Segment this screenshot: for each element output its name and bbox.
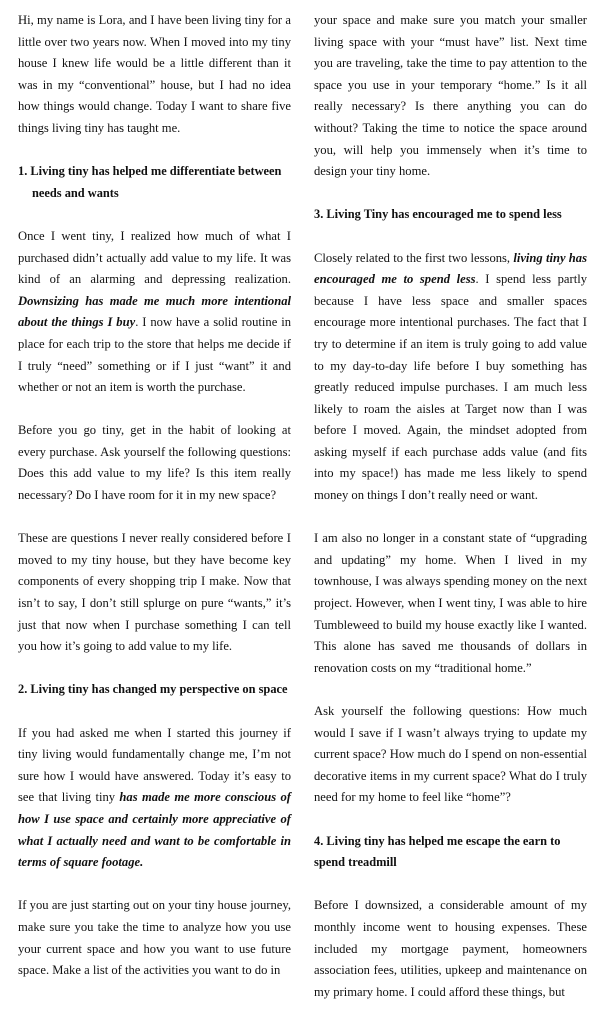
paragraph-text: If you had asked me when I started this journey if tiny living would fundamentally change me, I’m not sure how I would have answered. Today it’s easy to see that living tiny: [18, 725, 291, 805]
intro-paragraph: Hi, my name is Lora, and I have been living tiny for a little over two years now. When I moved into my tiny house I knew life would be a little different than it was in my “conventional” house, but I had no idea how things would change. Today I want to share five things living tiny has taught me.: [18, 13, 291, 135]
analyze-space-paragraph: If you are just starting out on your tiny house journey, make sure you take the time to analyze how you use your current space and how you want to use future space. Make a list of the activities you want to do in: [18, 898, 291, 978]
section-heading-2: 2. Living tiny has changed my perspective on space: [18, 682, 288, 697]
emphasis-text: living tiny has encouraged me to spend less: [314, 250, 587, 287]
space-perspective-paragraph: [18, 723, 291, 874]
section-heading-4: 4. Living tiny has helped me escape the earn to spend treadmill: [314, 833, 561, 870]
paragraph-text: . I spend less partly because I have less space and smaller spaces encourage more intentional purchases. The fact that I try to determine if an item is truly going to add value to my day-to-day life before I buy something has greatly reduced impulse purchases. I am much less likely to roam the aisles at Target now than I was before I moved. Again, the mindset adopted from asking myself if each purchase adds value (and fits into my space!) has made me less likely to spend money on things I don’t really need or want.: [314, 272, 587, 503]
paragraph-text: Once I went tiny, I realized how much of what I purchased didn’t actually add value to my life. It was kind of an alarming and depressing realization.: [18, 228, 291, 287]
right-column: [314, 10, 587, 1025]
needs-wants-paragraph: [18, 226, 291, 399]
upgrading-paragraph: I am also no longer in a constant state of “upgrading and updating” my home. When I lived in my townhouse, I was always spending money on the next project. However, when I went tiny, I was able to hire Tumbleweed to build my house exactly like I wanted. This alone has saved me thousands of dollars in renovation costs on my “traditional home.”: [314, 531, 587, 675]
save-questions-paragraph: Ask yourself the following questions: How much would I save if I wasn’t always trying to update my current space? How much do I spend on non-essential decorative items in my current space? What do I truly need for my home to feel like “home”?: [314, 704, 587, 805]
section-heading-3: 3. Living Tiny has encouraged me to spend less: [314, 207, 562, 222]
left-column: [18, 10, 291, 1003]
emphasis-text: has made me more conscious of how I use space and certainly more appreciative of what I actually need and want to be comfortable in terms of square footage.: [18, 790, 291, 870]
paragraph-text: . I now have a solid routine in place for each trip to the store that helps me decide if I truly “need” something or if I just “want” it and whether or not an item is worth the purchase.: [18, 315, 291, 395]
paragraph-text: Closely related to the first two lessons,: [314, 250, 514, 265]
emphasis-text: Downsizing has made me much more intentional about the things I buy: [18, 293, 291, 330]
space-list-paragraph: your space and make sure you match your smaller living space with your “must have” list. Next time you are traveling, take the time to pay attention to the space you use in your temporary “home.” Is it all really necessary? Is there anything you can do without? Taking the time to notice the space around you, will help you immensely when it’s time to design your tiny home.: [314, 13, 587, 179]
section-heading-1: 1. Living tiny has helped me differentiate between needs and wants: [18, 164, 282, 200]
purchase-questions-paragraph: Before you go tiny, get in the habit of looking at every purchase. Ask yourself the following questions: Does this add value to my life? Is this item really necessary? Do I have room for it in my new space?: [18, 423, 291, 503]
housing-expenses-paragraph: Before I downsized, a considerable amount of my monthly income went to housing expenses. These included my mortgage payment, homeowners association fees, utilities, upkeep and maintenance on my primary home. I could afford these things, but: [314, 898, 587, 999]
shopping-paragraph: These are questions I never really considered before I moved to my tiny house, but they have become key components of every shopping trip I make. Now that isn’t to say, I don’t still splurge on pure “wants,” it’s just that now when I purchase something I can tell you how it’s going to add value to my life.: [18, 531, 291, 654]
spend-less-paragraph: [314, 248, 587, 507]
